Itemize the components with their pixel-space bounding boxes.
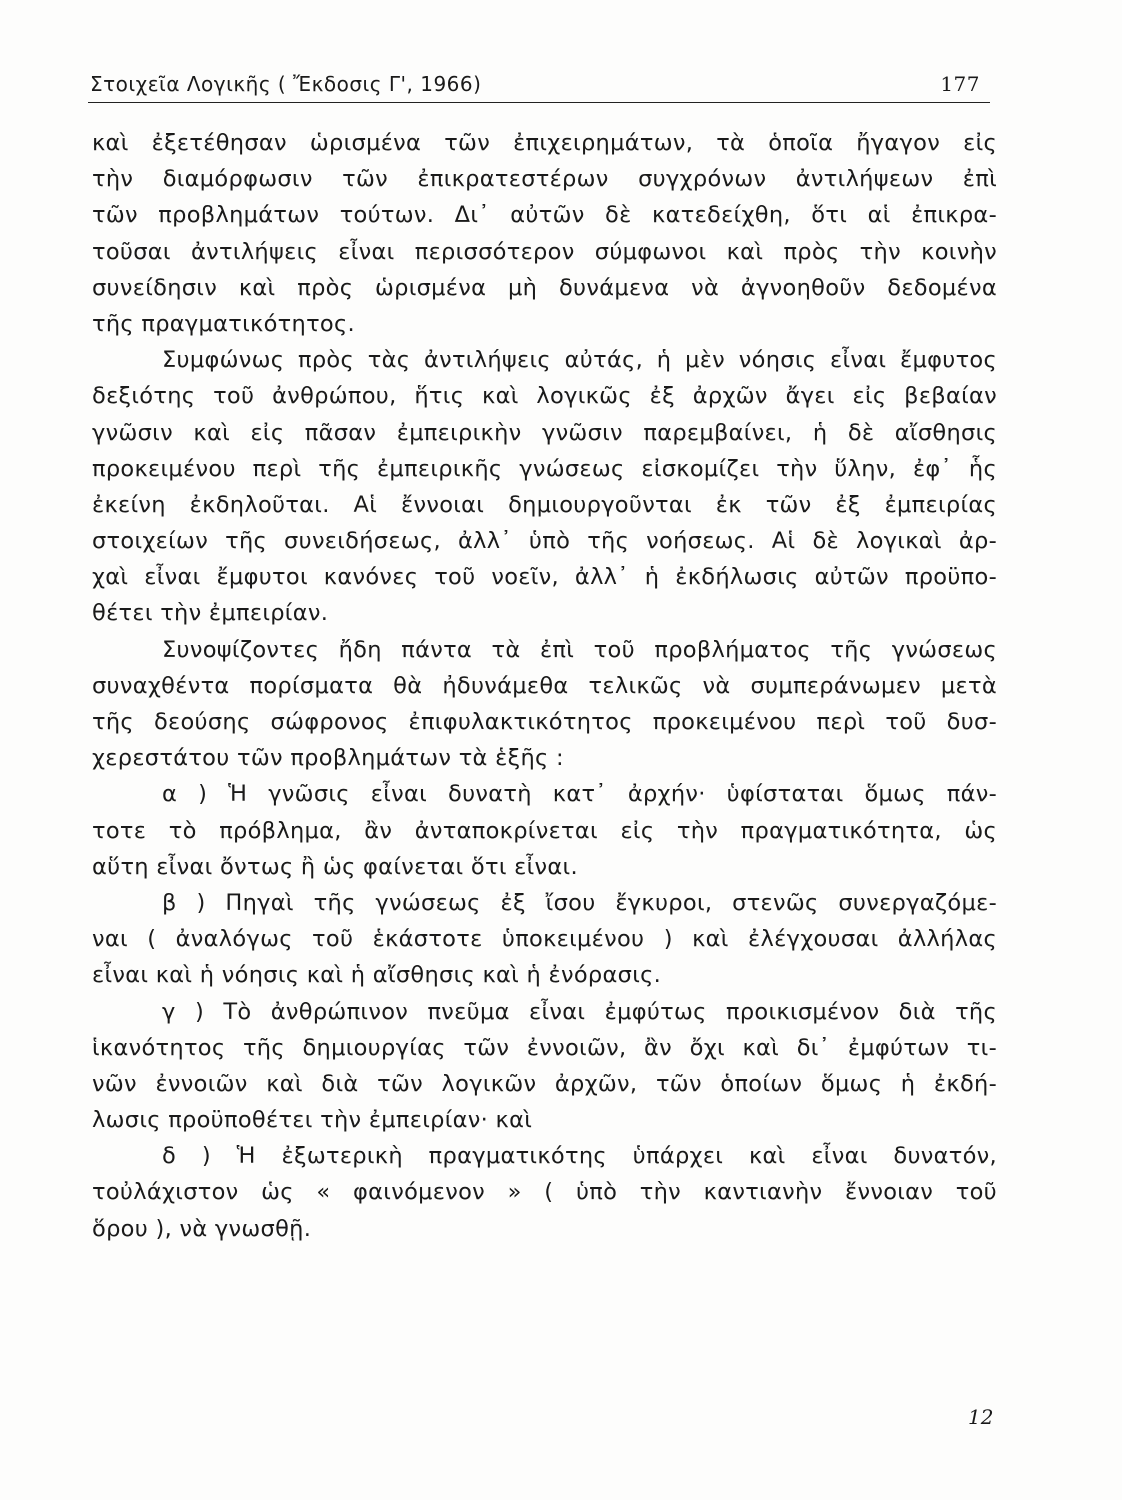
- text-line: αὕτη εἶναι ὄντως ἢ ὡς φαίνεται ὅτι εἶναι.: [92, 853, 578, 880]
- text-line: συνείδησιν καὶ πρὸς ὡρισμένα μὴ δυνάμενα νὰ ἀγνοηθοῦν δεδομένα: [92, 274, 997, 301]
- list-item-d: δ ) Ἡ ἐξωτερικὴ πραγματικότης ὑπάρχει καὶ εἶναι δυνατόν,: [162, 1143, 997, 1170]
- signature-mark: 12: [968, 1405, 994, 1429]
- text-line: δεξιότης τοῦ ἀνθρώπου, ἥτις καὶ λογικῶς ἐξ ἀρχῶν ἄγει εἰς βεβαίαν: [92, 383, 997, 410]
- text-line: καὶ ἐξετέθησαν ὡρισμένα τῶν ἐπιχειρημάτων, τὰ ὁποῖα ἤγαγον εἰς: [92, 130, 997, 156]
- text-line: στοιχείων τῆς συνειδήσεως, ἀλλ᾿ ὑπὸ τῆς νοήσεως. Αἱ δὲ λογικαὶ ἀρ-: [92, 528, 997, 555]
- text-line: ἐκείνη ἐκδηλοῦται. Αἱ ἔννοιαι δημιουργοῦνται ἐκ τῶν ἐξ ἐμπειρίας: [92, 491, 997, 518]
- text-line: χερεστάτου τῶν προβλημάτων τὰ ἑξῆς :: [92, 745, 564, 772]
- text-line: χαὶ εἶναι ἔμφυτοι κανόνες τοῦ νοεῖν, ἀλλ᾿ ἡ ἐκδήλωσις αὐτῶν προϋπο-: [92, 564, 997, 591]
- text-line: ἱκανότητος τῆς δημιουργίας τῶν ἐννοιῶν, ἂν ὄχι καὶ δι᾿ ἐμφύτων τι-: [92, 1034, 997, 1061]
- text-line: συναχθέντα πορίσματα θὰ ἠδυνάμεθα τελικῶς νὰ συμπεράνωμεν μετὰ: [92, 672, 997, 699]
- text-line: Συνοψίζοντες ἤδη πάντα τὰ ἐπὶ τοῦ προβλήματος τῆς γνώσεως: [162, 636, 997, 663]
- text-line: Συμφώνως πρὸς τὰς ἀντιλήψεις αὐτάς, ἡ μὲν νόησις εἶναι ἔμφυτος: [162, 347, 997, 374]
- text-line: γνῶσιν καὶ εἰς πᾶσαν ἐμπειρικὴν γνῶσιν παρεμβαίνει, ἡ δὲ αἴσθησις: [92, 419, 997, 446]
- running-header: [90, 72, 990, 102]
- page-number: 177: [940, 72, 980, 96]
- text-line: τὴν διαμόρφωσιν τῶν ἐπικρατεστέρων συγχρόνων ἀντιλήψεων ἐπὶ: [92, 166, 997, 193]
- list-item-b: β ) Πηγαὶ τῆς γνώσεως ἐξ ἴσου ἔγκυροι, στενῶς συνεργαζόμε-: [162, 889, 997, 916]
- text-line: προκειμένου περὶ τῆς ἐμπειρικῆς γνώσεως εἰσκομίζει τὴν ὕλην, ἐφ᾿ ἧς: [92, 455, 997, 482]
- text-line: τῆς πραγματικότητος.: [92, 310, 355, 337]
- text-line: τοῦσαι ἀντιλήψεις εἶναι περισσότερον σύμφωνοι καὶ πρὸς τὴν κοινὴν: [92, 238, 997, 265]
- text-line: θέτει τὴν ἐμπειρίαν.: [92, 600, 329, 627]
- text-line: τῆς δεούσης σώφρονος ἐπιφυλακτικότητος προκειμένου περὶ τοῦ δυσ-: [92, 709, 997, 735]
- list-item-a: α ) Ἡ γνῶσις εἶναι δυνατὴ κατ᾿ ἀρχήν· ὑφίσταται ὅμως πάν-: [162, 781, 997, 808]
- body-text: [92, 125, 997, 1247]
- text-line: τοὐλάχιστον ὡς « φαινόμενον » ( ὑπὸ τὴν καντιανὴν ἔννοιαν τοῦ: [92, 1179, 997, 1206]
- text-line: εἶναι καὶ ἡ νόησις καὶ ἡ αἴσθησις καὶ ἡ ἐνόρασις.: [92, 962, 662, 989]
- text-line: ναι ( ἀναλόγως τοῦ ἑκάστοτε ὑποκειμένου ) καὶ ἐλέγχουσαι ἀλλήλας: [92, 926, 997, 953]
- header-rule: [88, 102, 990, 103]
- text-line: λωσις προϋποθέτει τὴν ἐμπειρίαν· καὶ: [92, 1107, 533, 1134]
- list-item-c: γ ) Τὸ ἀνθρώπινον πνεῦμα εἶναι ἐμφύτως προικισμένον διὰ τῆς: [162, 998, 997, 1025]
- text-line: τῶν προβλημάτων τούτων. Δι᾿ αὐτῶν δὲ κατεδείχθη, ὅτι αἱ ἐπικρα-: [92, 202, 997, 229]
- text-line: νῶν ἐννοιῶν καὶ διὰ τῶν λογικῶν ἀρχῶν, τῶν ὁποίων ὅμως ἡ ἐκδή-: [92, 1070, 997, 1097]
- text-line: τοτε τὸ πρόβλημα, ἂν ἀνταποκρίνεται εἰς τὴν πραγματικότητα, ὡς: [92, 817, 997, 844]
- book-title: Στοιχεῖα Λογικῆς ( Ἔκδοσις Γ', 1966): [90, 72, 482, 96]
- text-line: ὅρου ), νὰ γνωσθῇ.: [92, 1215, 312, 1242]
